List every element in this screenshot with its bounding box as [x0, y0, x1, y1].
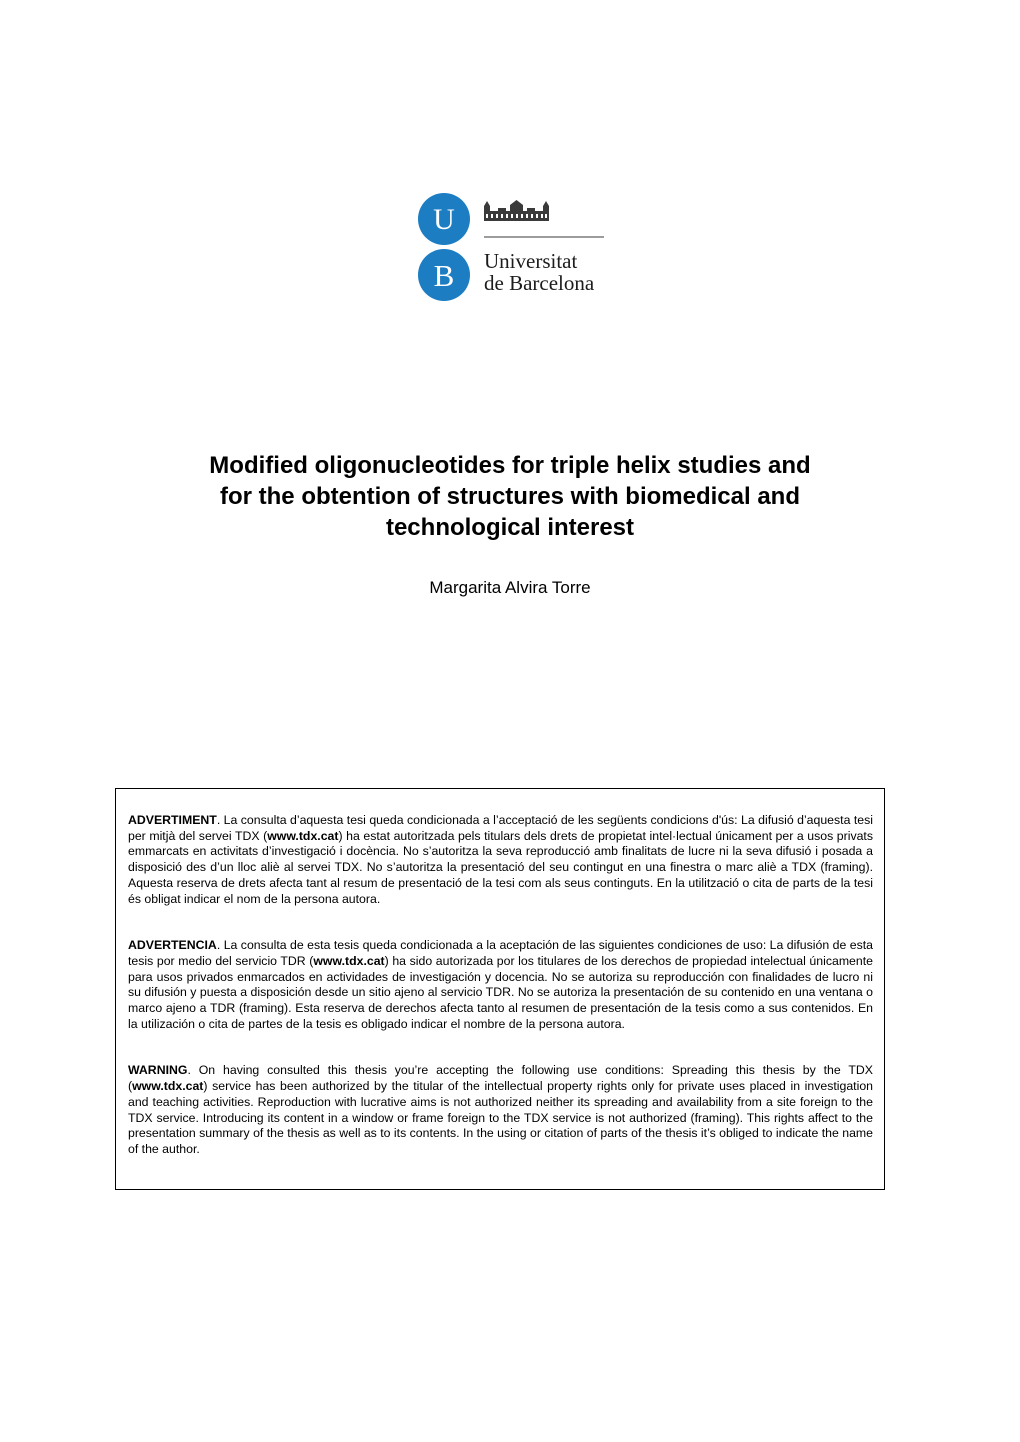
logo-text-line2: de Barcelona [484, 271, 595, 295]
notice-catalan [128, 813, 873, 907]
logo-letter-b: B [433, 258, 455, 293]
thesis-title-line: technological interest [385, 514, 635, 541]
author-name: Margarita Alvira Torre [429, 578, 591, 597]
tdx-link[interactable]: www.tdx.cat [267, 828, 339, 843]
notice-text: . La consulta de esta tesis queda condicionada a la aceptación de las siguientes condiciones de uso: La difusión de esta tesis por medio del servicio TDR ( [128, 938, 873, 968]
notice-spanish [128, 938, 873, 1032]
notice-text: . On having consulted this thesis you’re accepting the following use conditions: Spreading this thesis by the TDX ( [128, 1063, 873, 1094]
logo-letter-u: U [433, 203, 455, 236]
usage-notice-box [115, 788, 885, 1190]
building-emblem-icon [484, 200, 549, 221]
tdx-link[interactable]: www.tdx.cat [132, 1079, 204, 1094]
thesis-title-line: for the obtention of structures with biomedical and [219, 483, 801, 510]
notice-text: ) ha sido autorizada por los titulares de los derechos de propiedad intelectual únicamente para usos privados enmarcados en actividades de investigación y docencia. No se autoriza su reproducción con finalidades de lucro ni su difusión y puesta a disposición desde un sitio ajeno al servicio TDR. No se autoriza la presentación de su contenido en una ventana o marco ajeno a TDR (framing). Esta reserva de derechos afecta tanto al resumen de presentación de la tesis como a sus contenidos. En la utilización o cita de partes de la tesis es obligado indicar el nombre de la persona autora. [128, 953, 873, 1031]
notice-text: . La consulta d’aquesta tesi queda condicionada a l’acceptació de les següents condicions d'ús: La difusió d’aquesta tesi per mitjà del servei TDX ( [128, 813, 873, 843]
university-logo [418, 192, 608, 304]
notice-text: ) service has been authorized by the titular of the intellectual property rights only for private uses placed in investigation and teaching activities. Reproduction with lucrative aims is not authorized neither its spreading and availability from a site foreign to the TDX service. Introducing its content in a window or frame foreign to the TDX service is not authorized (framing). This rights affect to the presentation summary of the thesis as well as to its contents. In the using or citation of parts of the thesis it’s obliged to indicate the name of the author. [128, 1079, 873, 1156]
notice-heading: ADVERTENCIA [128, 938, 217, 953]
thesis-title-line: Modified oligonucleotides for triple helix studies and [209, 452, 811, 479]
notice-heading: WARNING [128, 1063, 188, 1078]
notice-english [128, 1063, 873, 1157]
thesis-title [120, 450, 900, 543]
notice-heading: ADVERTIMENT [128, 813, 217, 827]
logo-text-line1: Universitat [484, 249, 578, 273]
notice-text: ) ha estat autoritzada pels titulars dels drets de propietat intel·lectual únicament per a usos privats emmarcats en activitats d’investigació i docència. No s’autoritza la seva reproducció amb finalitats de lucre ni la seva difusió i posada a disposició des d’un lloc aliè al servei TDX. No s’autoritza la presentació del seu contingut en una finestra o marc aliè a TDX (framing). Aquesta reserva de drets afecta tant al resum de presentació de la tesi com als seus continguts. En la utilització o cita de parts de la tesi és obligat indicar el nom de la persona autora. [128, 828, 874, 906]
tdx-link[interactable]: www.tdx.cat [313, 953, 385, 968]
